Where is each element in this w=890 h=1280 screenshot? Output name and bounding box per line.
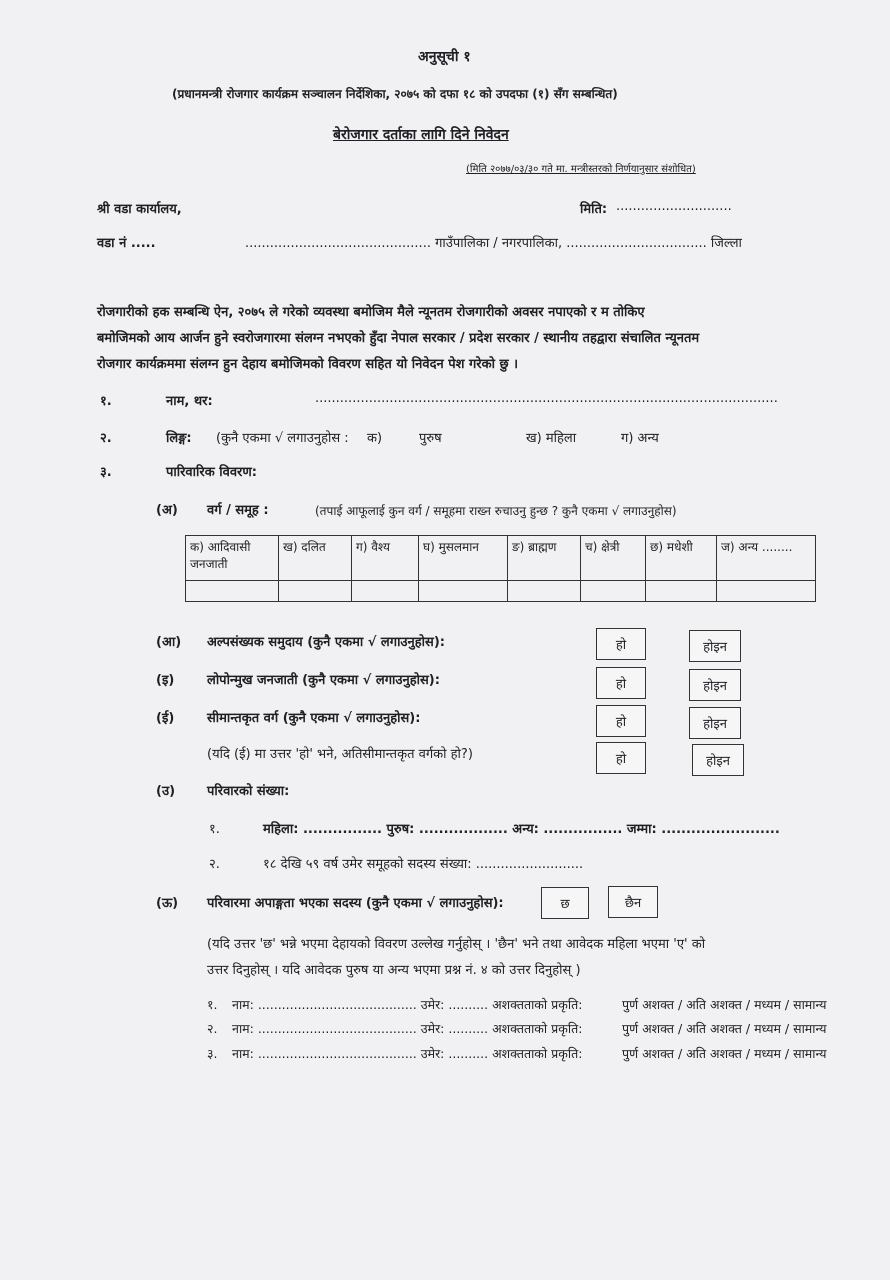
caste-col-muslim[interactable]: घ) मुसलमान (419, 536, 508, 581)
section-uu-key: (ऊ) (156, 896, 179, 911)
disabled-member-1-number: १. (207, 997, 218, 1012)
highly-marginalized-yes-box[interactable]: हो (596, 742, 646, 774)
table-row (186, 536, 816, 581)
caste-col-dalit[interactable]: ख) दलित (279, 536, 352, 581)
section-i-key: (इ) (156, 673, 175, 688)
section-u-key: (उ) (156, 784, 176, 799)
working-age-count-row: १८ देखि ५९ वर्ष उमेर समूहको सदस्य संख्या: .......................... (263, 857, 584, 872)
intro-line-1: रोजगारीको हक सम्बन्धि ऐन, २०७५ ले गरेको व्यवस्था बमोजिम मैले न्यूनतम रोजगारीको अवसर नपाएको र म तोकिए (97, 305, 645, 320)
caste-col-indigenous[interactable]: क) आदिवासी जनजाती (186, 536, 279, 581)
family-count-row-1: महिला: ................ पुरुष: .................. अन्य: ................ जम्मा: ........................ (263, 822, 780, 837)
gender-option-other[interactable]: ग) अन्य (621, 431, 659, 446)
disability-no-box[interactable]: छैन (608, 886, 658, 918)
disabled-member-3-kinds[interactable]: पुर्ण अशक्त / अति अशक्त / मध्यम / सामान्य (622, 1046, 827, 1061)
gender-label: लिङ्ग: (166, 431, 192, 446)
disabled-member-1-kinds[interactable]: पुर्ण अशक्त / अति अशक्त / मध्यम / सामान्य (622, 997, 827, 1012)
minority-yes-box[interactable]: हो (596, 628, 646, 660)
caste-col-vaishya[interactable]: ग) वैश्य (352, 536, 419, 581)
item-2-number: २. (100, 431, 112, 446)
endangered-label: लोपोन्मुख जनजाती (कुनै एकमा √ लगाउनुहोस): (207, 673, 440, 688)
endangered-yes-box[interactable]: हो (596, 667, 646, 699)
name-label: नाम, थर: (166, 394, 213, 409)
caste-cell[interactable] (646, 581, 717, 602)
disabled-member-3-number: ३. (207, 1046, 218, 1061)
form-title: बेरोजगार दर्ताका लागि दिने निवेदन (333, 127, 509, 143)
gender-option-female[interactable]: ख) महिला (526, 431, 577, 446)
gender-hint: (कुनै एकमा √ लगाउनुहोस : (216, 431, 349, 446)
caste-cell[interactable] (581, 581, 646, 602)
disability-note-line-2: उत्तर दिनुहोस् । यदि आवेदक पुरुष या अन्य भएमा प्रश्न नं. ४ को उत्तर दिनुहोस् ) (207, 963, 581, 978)
table-row (186, 581, 816, 602)
item-1-number: १. (100, 394, 112, 409)
caste-table (185, 535, 816, 602)
intro-line-3: रोजगार कार्यक्रममा संलग्न हुन देहाय बमोजिमको विवरण सहित यो निवेदन पेश गरेको छु । (97, 357, 519, 372)
section-a-key: (अ) (156, 503, 178, 518)
marginalized-yes-box[interactable]: हो (596, 705, 646, 737)
amendment-note: (मिति २०७७/०३/३० गते मा. मन्त्रीस्तरको निर्णयानुसार संशोधित) (466, 164, 696, 175)
ward-label: वडा नं ..... (97, 236, 156, 251)
caste-cell[interactable] (508, 581, 581, 602)
highly-marginalized-label: (यदि (ई) मा उत्तर 'हो' भने, अतिसीमान्तकृत वर्गको हो?) (207, 747, 473, 762)
caste-col-brahmin[interactable]: ङ) ब्राह्मण (508, 536, 581, 581)
caste-cell[interactable] (186, 581, 279, 602)
section-aa-key: (आ) (156, 635, 182, 650)
caste-col-chhetri[interactable]: च) क्षेत्री (581, 536, 646, 581)
family-details-label: पारिवारिक विवरण: (166, 465, 257, 480)
family-count-label: परिवारको संख्या: (207, 784, 290, 799)
caste-col-other[interactable]: ज) अन्य ........ (717, 536, 816, 581)
caste-cell[interactable] (419, 581, 508, 602)
caste-col-madhesi[interactable]: छ) मधेशी (646, 536, 717, 581)
caste-cell[interactable] (352, 581, 419, 602)
disabled-member-2-number: २. (207, 1021, 218, 1036)
family-count-row-1-number: १. (209, 822, 220, 837)
family-count-row-2-number: २. (209, 857, 220, 872)
reference-line: (प्रधानमन्त्री रोजगार कार्यक्रम सञ्चालन निर्देशिका, २०७५ को दफा १८ को उपदफा (१) सँग सम्बन्धित) (172, 87, 618, 101)
disabled-member-2-fields: नाम: ........................................ उमेर: .......... अशक्तताको प्रकृति: (232, 1021, 583, 1036)
municipality-line: ............................................. गाउँपालिका / नगरपालिका, .................................. जिल्ला (245, 236, 742, 251)
gender-option-male[interactable]: पुरुष (419, 431, 442, 446)
minority-label: अल्पसंख्यक समुदाय (कुनै एकमा √ लगाउनुहोस): (207, 635, 445, 650)
disabled-member-2-kinds[interactable]: पुर्ण अशक्त / अति अशक्त / मध्यम / सामान्य (622, 1021, 827, 1036)
marginalized-label: सीमान्तकृत वर्ग (कुनै एकमा √ लगाउनुहोस): (207, 711, 421, 726)
name-field[interactable]: ................................................................................................................ (315, 391, 778, 406)
endangered-no-box[interactable]: होइन (689, 669, 741, 701)
caste-group-label: वर्ग / समूह : (207, 503, 269, 518)
schedule-heading: अनुसूची १ (418, 49, 471, 65)
disability-note-line-1: (यदि उत्तर 'छ' भन्ने भएमा देहायको विवरण उल्लेख गर्नुहोस् । 'छैन' भने तथा आवेदक महिला भएमा 'ए' को (207, 937, 706, 952)
caste-cell[interactable] (279, 581, 352, 602)
disability-label: परिवारमा अपाङ्गता भएका सदस्य (कुनै एकमा √ लगाउनुहोस): (207, 896, 504, 911)
disabled-member-1-fields: नाम: ........................................ उमेर: .......... अशक्तताको प्रकृति: (232, 997, 583, 1012)
disabled-member-3-fields: नाम: ........................................ उमेर: .......... अशक्तताको प्रकृति: (232, 1046, 583, 1061)
date-field[interactable]: ............................ (616, 199, 732, 214)
marginalized-no-box[interactable]: होइन (689, 707, 741, 739)
gender-option-a-key[interactable]: क) (367, 431, 383, 446)
minority-no-box[interactable]: होइन (689, 630, 741, 662)
caste-group-hint: (तपाई आफूलाई कुन वर्ग / समूहमा राख्न रुचाउनु हुन्छ ? कुनै एकमा √ लगाउनुहोस) (315, 504, 677, 518)
item-3-number: ३. (100, 465, 112, 480)
date-label: मिति: (580, 202, 608, 217)
disability-yes-box[interactable]: छ (541, 887, 589, 919)
section-ii-key: (ई) (156, 711, 175, 726)
office-label: श्री वडा कार्यालय, (97, 202, 182, 217)
intro-line-2: बमोजिमको आय आर्जन हुने स्वरोजगारमा संलग्न नभएको हुँदा नेपाल सरकार / प्रदेश सरकार / स्थानीय तहद्वारा संचालित न्यूनतम (97, 331, 700, 346)
highly-marginalized-no-box[interactable]: होइन (692, 744, 744, 776)
caste-cell[interactable] (717, 581, 816, 602)
